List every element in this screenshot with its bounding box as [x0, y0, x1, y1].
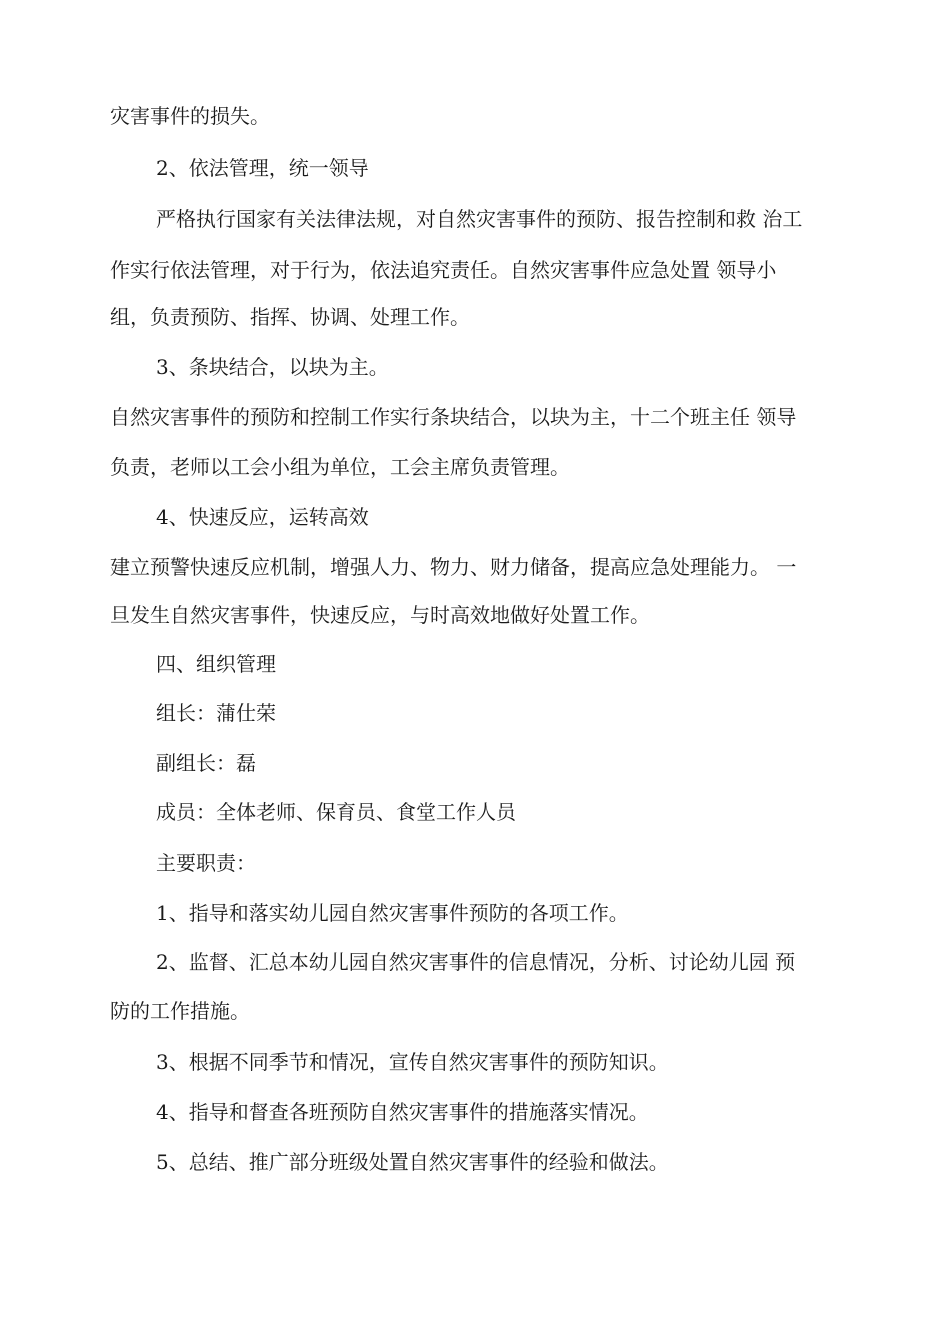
text-line-4: 作实行依法管理，对于行为，依法追究责任。自然灾害事件应急处置 领导小: [110, 258, 777, 282]
text-line-22: 5、总结、推广部分班级处置自然灾害事件的经验和做法。: [156, 1150, 669, 1174]
text-line-10: 建立预警快速反应机制，增强人力、物力、财力储备，提高应急处理能力。 一: [110, 555, 797, 579]
text-line-11: 旦发生自然灾害事件，快速反应，与时高效地做好处置工作。: [110, 603, 650, 627]
text-line-15: 成员：全体老师、保育员、食堂工作人员: [156, 800, 516, 824]
text-line-2: 2、依法管理，统一领导: [156, 156, 369, 180]
text-line-6: 3、条块结合，以块为主。: [156, 355, 389, 379]
text-line-9: 4、快速反应，运转高效: [156, 505, 369, 529]
text-line-8: 负责，老师以工会小组为单位，工会主席负责管理。: [110, 455, 570, 479]
text-line-5: 组，负责预防、指挥、协调、处理工作。: [110, 305, 470, 329]
text-line-12: 四、组织管理: [156, 652, 276, 676]
text-line-1: 灾害事件的损失。: [110, 104, 270, 128]
text-line-14: 副组长：磊: [156, 751, 256, 775]
text-line-19: 防的工作措施。: [110, 999, 250, 1023]
text-line-3: 严格执行国家有关法律法规，对自然灾害事件的预防、报告控制和救 治工: [156, 207, 803, 231]
text-line-18: 2、监督、汇总本幼儿园自然灾害事件的信息情况，分析、讨论幼儿园 预: [156, 950, 796, 974]
text-line-13: 组长：蒲仕荣: [156, 701, 276, 725]
text-line-17: 1、指导和落实幼儿园自然灾害事件预防的各项工作。: [156, 901, 629, 925]
text-line-16: 主要职责：: [156, 851, 256, 875]
text-line-7: 自然灾害事件的预防和控制工作实行条块结合，以块为主，十二个班主任 领导: [110, 405, 797, 429]
text-line-20: 3、根据不同季节和情况，宣传自然灾害事件的预防知识。: [156, 1050, 669, 1074]
text-line-21: 4、指导和督查各班预防自然灾害事件的措施落实情况。: [156, 1100, 649, 1124]
